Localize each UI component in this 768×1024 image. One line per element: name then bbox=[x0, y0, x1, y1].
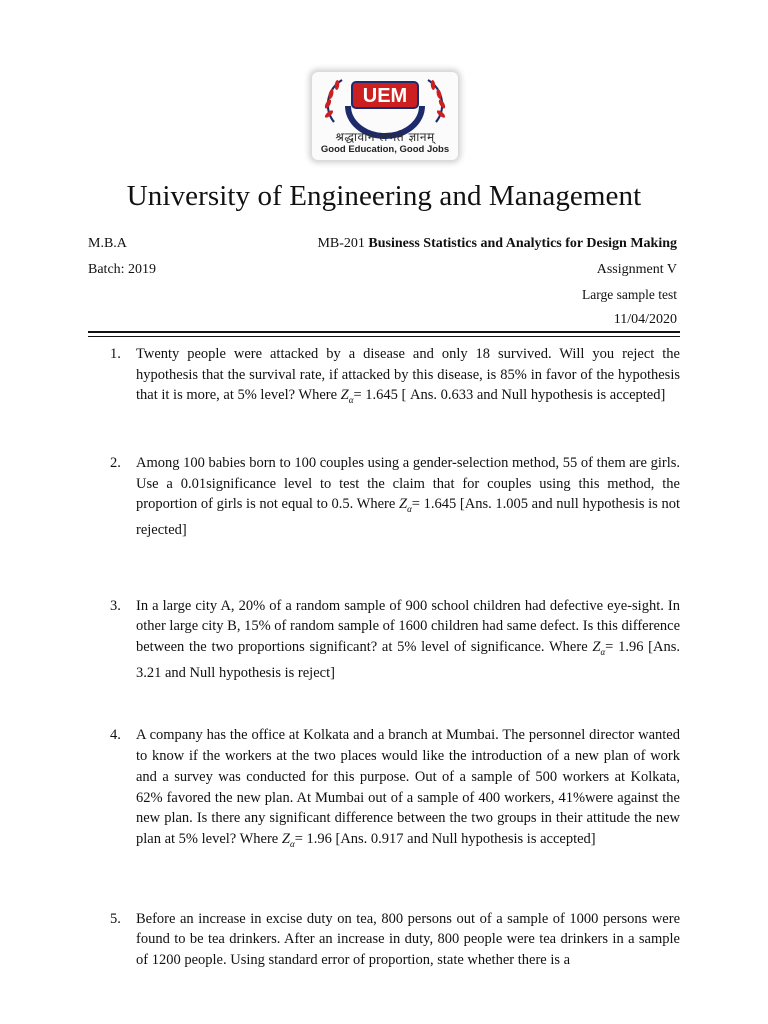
header-divider-top bbox=[88, 331, 680, 333]
logo-motto: श्रद्धावान लभते ज्ञानम् bbox=[335, 130, 435, 144]
question-number: 1. bbox=[110, 346, 121, 362]
z-alpha-symbol: $Z_\alpha$ bbox=[281, 830, 295, 849]
question-number: 2. bbox=[110, 455, 121, 471]
z-alpha-symbol: $Z_\alpha$ bbox=[398, 496, 412, 515]
page-title: University of Engineering and Management bbox=[126, 180, 642, 212]
program-label: M.B.A bbox=[88, 236, 127, 251]
z-alpha-symbol: $Z_\alpha$ bbox=[340, 387, 354, 406]
question-number: 5. bbox=[110, 910, 121, 927]
question-text: A company has the office at Kolkata and a branch at Mumbai. The personnel director wanted to know if the workers at the two places would like the introduction of a new plan of work and a survey was conducted for this purpose. Out of a sample of 500 workers at Kolkata, 62% favored the new plan. At Mumbai out of a sample of 400 workers, 41%were against the new plan. Is there any significant difference between the two groups in their attitude the new plan at 5% level? Where bbox=[136, 727, 680, 847]
question-item bbox=[88, 596, 680, 684]
course-code: MB-201 bbox=[317, 236, 365, 251]
question-item bbox=[88, 725, 680, 854]
z-alpha-symbol: $Z_\alpha$ bbox=[592, 639, 606, 657]
date-label: 11/04/2020 bbox=[613, 312, 677, 327]
course-name: Business Statistics and Analytics for Design Making bbox=[368, 236, 677, 251]
topic-label: Large sample test bbox=[582, 287, 677, 302]
question-text: Among 100 babies born to 100 couples using a gender-selection method, 55 of them are girls. Use a 0.01significance level to test the claim that for couples using this method, the proportion of girls is not equal to 0.5. Where bbox=[136, 455, 680, 513]
course-line bbox=[317, 236, 677, 252]
question-list bbox=[88, 344, 680, 993]
logo-abbr: UEM bbox=[362, 85, 408, 107]
question-answer: = 1.645 [Ans. 1.005 and null hypothesis is not rejected] bbox=[136, 496, 681, 538]
question-item bbox=[88, 909, 680, 971]
logo-tagline: Good Education, Good Jobs bbox=[320, 144, 450, 155]
question-number: 4. bbox=[110, 727, 121, 744]
header-divider-bottom bbox=[88, 336, 680, 337]
question-number: 3. bbox=[110, 597, 121, 614]
assignment-label: Assignment V bbox=[596, 262, 677, 277]
question-text: Twenty people were attacked by a disease and only 18 survived. Will you reject the hypothesis that the survival rate, if attacked by this disease, is 85% in favor of the hypothesis that it is more, at 5% level? Where bbox=[136, 346, 680, 404]
question-answer: = 1.96 [Ans. 0.917 and Null hypothesis is accepted] bbox=[294, 830, 596, 847]
batch-label: Batch: 2019 bbox=[88, 262, 157, 277]
question-item bbox=[88, 344, 680, 411]
question-answer: = 1.96 [Ans. 3.21 and Null hypothesis is reject] bbox=[136, 639, 680, 681]
question-text: Before an increase in excise duty on tea, 800 persons out of a sample of 1000 persons were found to be tea drinkers. After an increase in duty, 800 people were tea drinkers in a sample of 1200 people. Using standard error of proportion, state whether there is a bbox=[136, 910, 680, 968]
question-item bbox=[88, 453, 680, 541]
question-answer: = 1.645 [ Ans. 0.633 and Null hypothesis is accepted] bbox=[353, 387, 666, 404]
question-text: In a large city A, 20% of a random sample of 900 school children had defective eye-sight. In other large city B, 15% of random sample of 1600 children had same defect. Is this difference between the two proportions significant? at 5% level of significance. Where bbox=[136, 597, 680, 656]
university-logo bbox=[312, 72, 458, 160]
